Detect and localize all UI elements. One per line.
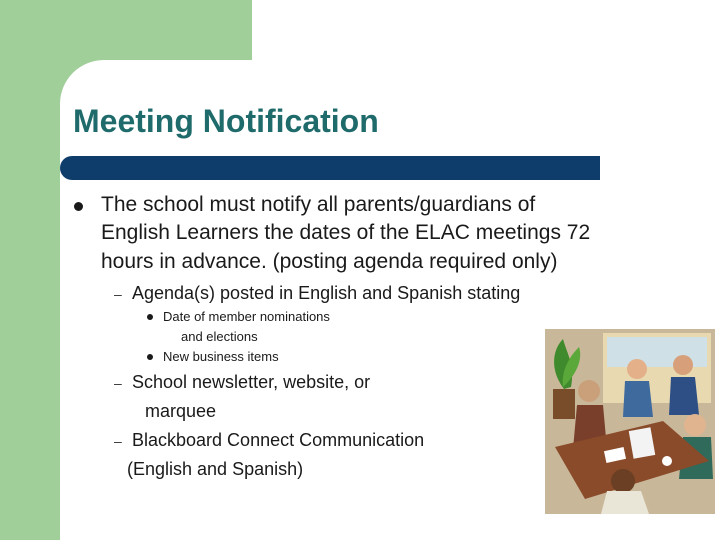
subsub-bullet-1-line-1: Date of member nominations — [163, 309, 330, 324]
subsub-bullet-1-line-2: and elections — [181, 329, 258, 344]
main-bullet-line-1: The school must notify all parents/guardians of — [101, 193, 536, 216]
sub-bullet-blackboard-line-2: (English and Spanish) — [127, 459, 304, 479]
dash-marker: – — [114, 286, 122, 302]
main-bullet-line-2: English Learners the dates of the ELAC meetings 72 — [101, 221, 591, 244]
sub-bullet-blackboard-line-1: Blackboard Connect Communication — [132, 430, 425, 450]
slide-title: Meeting Notification — [73, 103, 379, 139]
dash-marker: – — [114, 433, 122, 449]
small-bullet-dot-icon — [147, 354, 153, 360]
bullet-dot-icon — [74, 202, 83, 211]
subsub-bullet-2-line-1: New business items — [163, 349, 279, 364]
sub-bullet-newsletter-line-1: School newsletter, website, or — [132, 372, 371, 392]
dash-marker: – — [114, 375, 122, 391]
meeting-clipart-icon — [545, 329, 715, 514]
small-bullet-dot-icon — [147, 314, 153, 320]
main-bullet-line-3: hours in advance. (posting agenda required only) — [101, 250, 558, 273]
sub-bullet-agenda: Agenda(s) posted in English and Spanish stating — [132, 283, 521, 303]
sub-bullet-newsletter-line-2: marquee — [145, 401, 217, 421]
title-underline-bar — [60, 156, 600, 180]
